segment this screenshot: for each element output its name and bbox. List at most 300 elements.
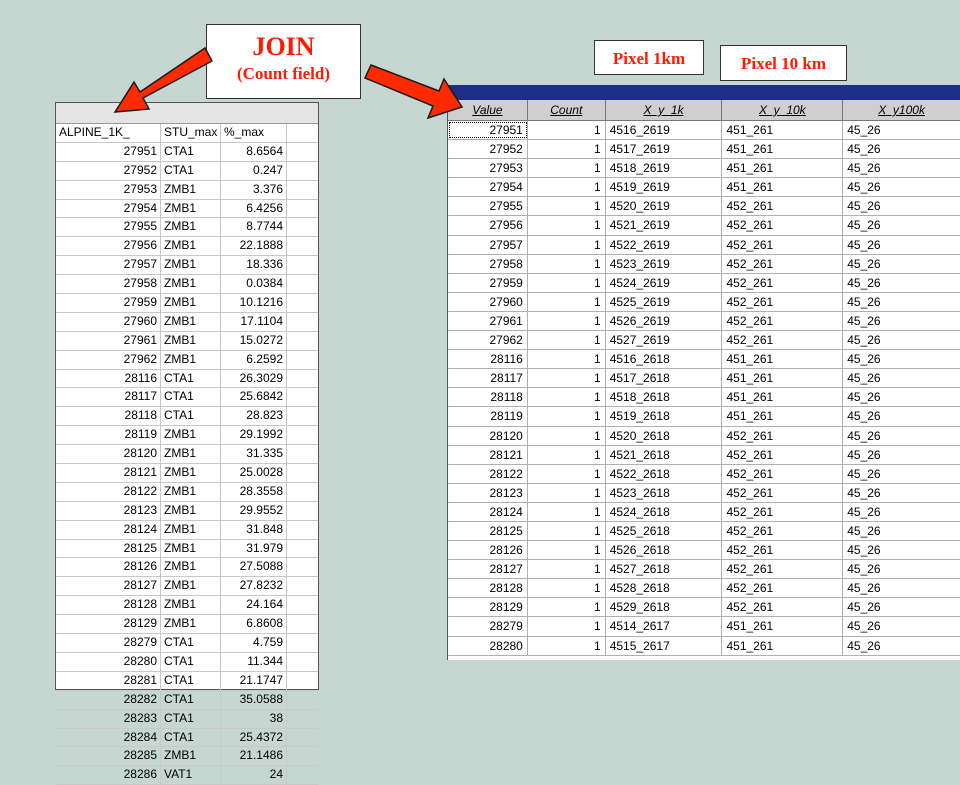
attribute-cell[interactable]: 27952 xyxy=(448,140,528,158)
attribute-cell[interactable]: 45_26 xyxy=(847,428,881,443)
excel-cell[interactable]: 28282 xyxy=(56,691,161,709)
excel-empty-cell[interactable] xyxy=(287,332,318,350)
excel-cell[interactable]: ZMB1 xyxy=(161,540,221,558)
excel-cell[interactable]: 31.979 xyxy=(221,540,287,558)
excel-cell[interactable]: 35.0588 xyxy=(221,691,287,709)
excel-cell[interactable]: ZMB1 xyxy=(161,464,221,482)
attribute-cell[interactable]: 452_261 xyxy=(722,216,843,234)
excel-empty-cell[interactable] xyxy=(287,124,318,142)
attribute-cell[interactable]: 4521_2619 xyxy=(606,216,723,234)
attribute-table-titlebar[interactable] xyxy=(448,85,960,100)
attribute-cell[interactable]: 27959 xyxy=(448,274,528,292)
attribute-cell[interactable]: 452_261 xyxy=(722,541,843,559)
excel-cell[interactable]: 15.0272 xyxy=(221,332,287,350)
attribute-table-row[interactable] xyxy=(448,274,960,293)
excel-header-alpine[interactable]: ALPINE_1K_ xyxy=(56,124,161,142)
excel-cell[interactable]: 28127 xyxy=(56,577,161,595)
attribute-cell[interactable]: 27961 xyxy=(448,312,528,330)
excel-empty-cell[interactable] xyxy=(287,388,318,406)
attribute-cell[interactable]: 1 xyxy=(528,465,606,483)
attribute-cell[interactable]: 28125 xyxy=(448,522,528,540)
attribute-cell[interactable]: 28119 xyxy=(448,407,528,425)
attribute-cell[interactable]: 45_26 xyxy=(847,161,881,176)
attribute-table-row[interactable] xyxy=(448,236,960,255)
excel-cell[interactable]: 28284 xyxy=(56,729,161,747)
attribute-cell[interactable]: 45_26 xyxy=(847,237,881,252)
excel-empty-cell[interactable] xyxy=(287,407,318,425)
attribute-cell[interactable]: 45_26 xyxy=(847,294,881,309)
excel-empty-cell[interactable] xyxy=(287,218,318,236)
excel-cell[interactable]: 27956 xyxy=(56,237,161,255)
excel-empty-cell[interactable] xyxy=(287,653,318,671)
excel-cell[interactable]: 27951 xyxy=(56,143,161,161)
excel-cell[interactable]: 31.848 xyxy=(221,521,287,539)
excel-cell[interactable]: 28118 xyxy=(56,407,161,425)
attribute-cell[interactable]: 1 xyxy=(528,427,606,445)
excel-cell[interactable]: 28121 xyxy=(56,464,161,482)
attribute-cell[interactable]: 28116 xyxy=(448,350,528,368)
excel-cell[interactable]: 27.5088 xyxy=(221,558,287,576)
excel-cell[interactable]: 3.376 xyxy=(221,181,287,199)
excel-cell[interactable]: 28279 xyxy=(56,634,161,652)
excel-cell[interactable]: CTA1 xyxy=(161,162,221,180)
excel-cell[interactable]: 38 xyxy=(221,710,287,728)
attribute-table-row[interactable] xyxy=(448,598,960,617)
excel-cell[interactable]: 28116 xyxy=(56,370,161,388)
excel-empty-cell[interactable] xyxy=(287,634,318,652)
attribute-cell[interactable]: 452_261 xyxy=(722,484,843,502)
excel-cell[interactable]: 28286 xyxy=(56,766,161,784)
attribute-cell[interactable]: 4526_2619 xyxy=(606,312,723,330)
excel-cell[interactable]: 28117 xyxy=(56,388,161,406)
attribute-cell[interactable]: 4528_2618 xyxy=(606,579,723,597)
attribute-cell[interactable]: 1 xyxy=(528,503,606,521)
attribute-cell[interactable]: 452_261 xyxy=(722,579,843,597)
attribute-cell[interactable]: 27951 xyxy=(448,121,528,139)
attribute-cell[interactable]: 451_261 xyxy=(722,369,843,387)
attribute-cell[interactable]: 4525_2618 xyxy=(606,522,723,540)
attribute-cell[interactable]: 4526_2618 xyxy=(606,541,723,559)
excel-empty-cell[interactable] xyxy=(287,294,318,312)
attribute-cell[interactable]: 45_26 xyxy=(847,313,881,328)
excel-cell[interactable]: ZMB1 xyxy=(161,294,221,312)
excel-cell[interactable]: 28283 xyxy=(56,710,161,728)
attribute-cell[interactable]: 45_26 xyxy=(847,352,881,367)
excel-cell[interactable]: 24.164 xyxy=(221,596,287,614)
attribute-cell[interactable]: 27955 xyxy=(448,197,528,215)
attribute-cell[interactable]: 1 xyxy=(528,446,606,464)
attribute-cell[interactable]: 4515_2617 xyxy=(606,637,723,655)
excel-cell[interactable]: 17.1104 xyxy=(221,313,287,331)
attribute-cell[interactable]: 1 xyxy=(528,388,606,406)
attribute-table-row[interactable] xyxy=(448,446,960,465)
attribute-cell[interactable]: 1 xyxy=(528,579,606,597)
excel-empty-cell[interactable] xyxy=(287,426,318,444)
attribute-table-row[interactable] xyxy=(448,369,960,388)
excel-cell[interactable]: ZMB1 xyxy=(161,426,221,444)
excel-cell[interactable]: 27959 xyxy=(56,294,161,312)
attribute-cell[interactable]: 1 xyxy=(528,560,606,578)
excel-cell[interactable]: 27955 xyxy=(56,218,161,236)
attribute-cell[interactable]: 452_261 xyxy=(722,522,843,540)
attribute-table-row[interactable] xyxy=(448,255,960,274)
attribute-cell[interactable]: 45_26 xyxy=(847,199,881,214)
excel-empty-cell[interactable] xyxy=(287,615,318,633)
attribute-table-row[interactable] xyxy=(448,216,960,235)
excel-cell[interactable]: 27957 xyxy=(56,256,161,274)
excel-cell[interactable]: 0.247 xyxy=(221,162,287,180)
excel-empty-cell[interactable] xyxy=(287,445,318,463)
excel-cell[interactable]: 10.1216 xyxy=(221,294,287,312)
excel-cell[interactable]: CTA1 xyxy=(161,653,221,671)
excel-cell[interactable]: 28285 xyxy=(56,747,161,765)
attribute-cell[interactable]: 45_26 xyxy=(847,333,881,348)
attribute-cell[interactable]: 1 xyxy=(528,522,606,540)
excel-cell[interactable]: 8.6564 xyxy=(221,143,287,161)
excel-cell[interactable]: ZMB1 xyxy=(161,577,221,595)
attribute-cell[interactable]: 4514_2617 xyxy=(606,617,723,635)
attribute-cell[interactable]: 451_261 xyxy=(722,617,843,635)
attribute-table-row[interactable] xyxy=(448,140,960,159)
excel-empty-cell[interactable] xyxy=(287,162,318,180)
attribute-cell[interactable]: 28121 xyxy=(448,446,528,464)
excel-cell[interactable]: ZMB1 xyxy=(161,351,221,369)
attribute-cell[interactable]: 4518_2618 xyxy=(606,388,723,406)
attribute-cell[interactable]: 4522_2619 xyxy=(606,236,723,254)
attribute-cell[interactable]: 28120 xyxy=(448,427,528,445)
attribute-table-row[interactable] xyxy=(448,617,960,636)
excel-cell[interactable]: 29.1992 xyxy=(221,426,287,444)
attribute-cell[interactable]: 1 xyxy=(528,178,606,196)
attribute-cell[interactable]: 452_261 xyxy=(722,427,843,445)
header-value[interactable]: Value xyxy=(448,100,528,120)
excel-cell[interactable]: 28124 xyxy=(56,521,161,539)
attribute-cell[interactable]: 27957 xyxy=(448,236,528,254)
excel-cell[interactable]: 27958 xyxy=(56,275,161,293)
excel-cell[interactable]: 28123 xyxy=(56,502,161,520)
excel-cell[interactable]: ZMB1 xyxy=(161,558,221,576)
attribute-cell[interactable]: 1 xyxy=(528,350,606,368)
attribute-cell[interactable]: 4527_2619 xyxy=(606,331,723,349)
excel-cell[interactable]: 25.4372 xyxy=(221,729,287,747)
attribute-cell[interactable]: 45_26 xyxy=(847,600,881,615)
attribute-table-row[interactable] xyxy=(448,197,960,216)
excel-cell[interactable]: 27.8232 xyxy=(221,577,287,595)
attribute-cell[interactable]: 1 xyxy=(528,312,606,330)
attribute-cell[interactable]: 4516_2618 xyxy=(606,350,723,368)
attribute-cell[interactable]: 452_261 xyxy=(722,503,843,521)
excel-cell[interactable]: 28119 xyxy=(56,426,161,444)
excel-empty-cell[interactable] xyxy=(287,502,318,520)
attribute-cell[interactable]: 1 xyxy=(528,255,606,273)
attribute-cell[interactable]: 452_261 xyxy=(722,197,843,215)
excel-cell[interactable]: CTA1 xyxy=(161,710,221,728)
attribute-cell[interactable]: 1 xyxy=(528,331,606,349)
attribute-cell[interactable]: 4519_2619 xyxy=(606,178,723,196)
attribute-cell[interactable]: 4529_2618 xyxy=(606,598,723,616)
attribute-cell[interactable]: 1 xyxy=(528,274,606,292)
attribute-cell[interactable]: 27960 xyxy=(448,293,528,311)
excel-cell[interactable]: ZMB1 xyxy=(161,521,221,539)
attribute-cell[interactable]: 4527_2618 xyxy=(606,560,723,578)
excel-empty-cell[interactable] xyxy=(287,747,318,765)
attribute-cell[interactable]: 28123 xyxy=(448,484,528,502)
excel-cell[interactable]: CTA1 xyxy=(161,729,221,747)
header-x-y-10k[interactable]: X_y_10k xyxy=(722,100,843,120)
attribute-cell[interactable]: 28279 xyxy=(448,617,528,635)
attribute-cell[interactable]: 4520_2618 xyxy=(606,427,723,445)
excel-cell[interactable]: 26.3029 xyxy=(221,370,287,388)
attribute-cell[interactable]: 1 xyxy=(528,637,606,655)
attribute-cell[interactable]: 45_26 xyxy=(847,485,881,500)
excel-empty-cell[interactable] xyxy=(287,577,318,595)
attribute-cell[interactable]: 45_26 xyxy=(847,447,881,462)
excel-cell[interactable]: CTA1 xyxy=(161,691,221,709)
attribute-cell[interactable]: 45_26 xyxy=(847,256,881,271)
attribute-table-row[interactable] xyxy=(448,293,960,312)
excel-cell[interactable]: ZMB1 xyxy=(161,218,221,236)
attribute-cell[interactable]: 452_261 xyxy=(722,465,843,483)
excel-cell[interactable]: ZMB1 xyxy=(161,332,221,350)
excel-cell[interactable]: 21.1747 xyxy=(221,672,287,690)
attribute-cell[interactable]: 28117 xyxy=(448,369,528,387)
attribute-cell[interactable]: 452_261 xyxy=(722,560,843,578)
excel-cell[interactable]: 0.0384 xyxy=(221,275,287,293)
attribute-table-row[interactable] xyxy=(448,484,960,503)
attribute-table-row[interactable] xyxy=(448,541,960,560)
attribute-table-row[interactable] xyxy=(448,522,960,541)
attribute-cell[interactable]: 1 xyxy=(528,598,606,616)
excel-cell[interactable]: ZMB1 xyxy=(161,256,221,274)
attribute-cell[interactable]: 27958 xyxy=(448,255,528,273)
attribute-cell[interactable]: 45_26 xyxy=(847,466,881,481)
excel-cell[interactable]: 27961 xyxy=(56,332,161,350)
excel-empty-cell[interactable] xyxy=(287,313,318,331)
attribute-cell[interactable]: 1 xyxy=(528,197,606,215)
attribute-cell[interactable]: 45_26 xyxy=(847,371,881,386)
attribute-table-row[interactable] xyxy=(448,579,960,598)
attribute-cell[interactable]: 451_261 xyxy=(722,159,843,177)
attribute-cell[interactable]: 451_261 xyxy=(722,121,843,139)
excel-cell[interactable]: ZMB1 xyxy=(161,313,221,331)
attribute-cell[interactable]: 4517_2618 xyxy=(606,369,723,387)
attribute-cell[interactable]: 45_26 xyxy=(847,581,881,596)
excel-cell[interactable]: 27960 xyxy=(56,313,161,331)
attribute-cell[interactable]: 4523_2618 xyxy=(606,484,723,502)
attribute-cell[interactable]: 28129 xyxy=(448,598,528,616)
attribute-cell[interactable]: 45_26 xyxy=(847,275,881,290)
excel-cell[interactable]: ZMB1 xyxy=(161,615,221,633)
excel-cell[interactable]: CTA1 xyxy=(161,407,221,425)
excel-cell[interactable]: 28129 xyxy=(56,615,161,633)
excel-cell[interactable]: CTA1 xyxy=(161,672,221,690)
excel-cell[interactable]: 28126 xyxy=(56,558,161,576)
excel-cell[interactable]: 21.1486 xyxy=(221,747,287,765)
attribute-cell[interactable]: 28127 xyxy=(448,560,528,578)
excel-cell[interactable]: 4.759 xyxy=(221,634,287,652)
attribute-cell[interactable]: 4524_2618 xyxy=(606,503,723,521)
excel-cell[interactable]: CTA1 xyxy=(161,634,221,652)
excel-cell[interactable]: 28281 xyxy=(56,672,161,690)
attribute-table-row[interactable] xyxy=(448,503,960,522)
excel-cell[interactable]: 18.336 xyxy=(221,256,287,274)
excel-cell[interactable]: ZMB1 xyxy=(161,275,221,293)
excel-cell[interactable]: 6.8608 xyxy=(221,615,287,633)
excel-cell[interactable]: ZMB1 xyxy=(161,502,221,520)
excel-empty-cell[interactable] xyxy=(287,143,318,161)
excel-empty-cell[interactable] xyxy=(287,558,318,576)
attribute-table-row[interactable] xyxy=(448,121,960,140)
attribute-cell[interactable]: 4517_2619 xyxy=(606,140,723,158)
excel-cell[interactable]: CTA1 xyxy=(161,388,221,406)
attribute-cell[interactable]: 1 xyxy=(528,216,606,234)
excel-cell[interactable]: 28125 xyxy=(56,540,161,558)
excel-empty-cell[interactable] xyxy=(287,766,318,784)
excel-cell[interactable]: 31.335 xyxy=(221,445,287,463)
header-x-y-100k[interactable]: X_y100k xyxy=(878,103,925,117)
attribute-cell[interactable]: 1 xyxy=(528,236,606,254)
attribute-table-row[interactable] xyxy=(448,427,960,446)
attribute-table-row[interactable] xyxy=(448,331,960,350)
excel-cell[interactable]: ZMB1 xyxy=(161,596,221,614)
attribute-cell[interactable]: 4518_2619 xyxy=(606,159,723,177)
attribute-cell[interactable]: 45_26 xyxy=(847,123,881,137)
excel-header-pct-max[interactable]: %_max xyxy=(221,124,287,142)
attribute-cell[interactable]: 4524_2619 xyxy=(606,274,723,292)
excel-empty-cell[interactable] xyxy=(287,729,318,747)
excel-empty-cell[interactable] xyxy=(287,691,318,709)
attribute-table-row[interactable] xyxy=(448,388,960,407)
attribute-cell[interactable]: 452_261 xyxy=(722,312,843,330)
attribute-cell[interactable]: 45_26 xyxy=(847,390,881,405)
attribute-cell[interactable]: 4516_2619 xyxy=(606,121,723,139)
attribute-cell[interactable]: 45_26 xyxy=(847,523,881,538)
attribute-cell[interactable]: 1 xyxy=(528,293,606,311)
attribute-cell[interactable]: 28128 xyxy=(448,579,528,597)
attribute-cell[interactable]: 4521_2618 xyxy=(606,446,723,464)
attribute-cell[interactable]: 451_261 xyxy=(722,407,843,425)
excel-cell[interactable]: 27962 xyxy=(56,351,161,369)
excel-cell[interactable]: 28128 xyxy=(56,596,161,614)
attribute-cell[interactable]: 45_26 xyxy=(847,409,881,424)
attribute-table-row[interactable] xyxy=(448,465,960,484)
attribute-cell[interactable]: 1 xyxy=(528,159,606,177)
excel-cell[interactable]: 28280 xyxy=(56,653,161,671)
excel-cell[interactable]: VAT1 xyxy=(161,766,221,784)
attribute-cell[interactable]: 28124 xyxy=(448,503,528,521)
attribute-cell[interactable]: 45_26 xyxy=(847,142,881,157)
attribute-table-row[interactable] xyxy=(448,178,960,197)
excel-cell[interactable]: 24 xyxy=(221,766,287,784)
attribute-cell[interactable]: 451_261 xyxy=(722,388,843,406)
excel-cell[interactable]: ZMB1 xyxy=(161,445,221,463)
excel-cell[interactable]: 25.0028 xyxy=(221,464,287,482)
excel-cell[interactable]: 28120 xyxy=(56,445,161,463)
attribute-cell[interactable]: 27962 xyxy=(448,331,528,349)
excel-empty-cell[interactable] xyxy=(287,464,318,482)
attribute-cell[interactable]: 45_26 xyxy=(847,180,881,195)
excel-cell[interactable]: 25.6842 xyxy=(221,388,287,406)
attribute-cell[interactable]: 45_26 xyxy=(847,218,881,233)
attribute-cell[interactable]: 1 xyxy=(528,369,606,387)
excel-cell[interactable]: 28.823 xyxy=(221,407,287,425)
excel-cell[interactable]: 28122 xyxy=(56,483,161,501)
excel-empty-cell[interactable] xyxy=(287,710,318,728)
attribute-cell[interactable]: 452_261 xyxy=(722,331,843,349)
attribute-cell[interactable]: 452_261 xyxy=(722,446,843,464)
attribute-table-row[interactable] xyxy=(448,350,960,369)
attribute-cell[interactable]: 45_26 xyxy=(847,504,881,519)
attribute-table-row[interactable] xyxy=(448,560,960,579)
attribute-cell[interactable]: 1 xyxy=(528,484,606,502)
attribute-table-row[interactable] xyxy=(448,312,960,331)
attribute-cell[interactable]: 4522_2618 xyxy=(606,465,723,483)
attribute-cell[interactable]: 4525_2619 xyxy=(606,293,723,311)
excel-cell[interactable]: 29.9552 xyxy=(221,502,287,520)
excel-empty-cell[interactable] xyxy=(287,200,318,218)
attribute-table-row[interactable] xyxy=(448,159,960,178)
attribute-cell[interactable]: 452_261 xyxy=(722,274,843,292)
excel-empty-cell[interactable] xyxy=(287,181,318,199)
excel-empty-cell[interactable] xyxy=(287,483,318,501)
excel-header-stu-max[interactable]: STU_max xyxy=(161,124,221,142)
excel-cell[interactable]: CTA1 xyxy=(161,370,221,388)
attribute-cell[interactable]: 27954 xyxy=(448,178,528,196)
excel-empty-cell[interactable] xyxy=(287,256,318,274)
attribute-cell[interactable]: 451_261 xyxy=(722,178,843,196)
excel-empty-cell[interactable] xyxy=(287,521,318,539)
header-x-y-1k[interactable]: X_y_1k xyxy=(606,100,723,120)
excel-cell[interactable]: 11.344 xyxy=(221,653,287,671)
excel-empty-cell[interactable] xyxy=(287,672,318,690)
attribute-cell[interactable]: 1 xyxy=(528,407,606,425)
attribute-cell[interactable]: 1 xyxy=(528,617,606,635)
excel-cell[interactable]: 27952 xyxy=(56,162,161,180)
excel-cell[interactable]: 6.2592 xyxy=(221,351,287,369)
attribute-cell[interactable]: 1 xyxy=(528,140,606,158)
excel-empty-cell[interactable] xyxy=(287,540,318,558)
attribute-cell[interactable]: 452_261 xyxy=(722,236,843,254)
attribute-cell[interactable]: 4523_2619 xyxy=(606,255,723,273)
attribute-cell[interactable]: 451_261 xyxy=(722,350,843,368)
excel-cell[interactable]: ZMB1 xyxy=(161,181,221,199)
excel-cell[interactable]: 22.1888 xyxy=(221,237,287,255)
excel-empty-cell[interactable] xyxy=(287,596,318,614)
attribute-table-row[interactable] xyxy=(448,637,960,656)
excel-empty-cell[interactable] xyxy=(287,237,318,255)
attribute-cell[interactable]: 45_26 xyxy=(847,562,881,577)
excel-cell[interactable]: 6.4256 xyxy=(221,200,287,218)
excel-cell[interactable]: ZMB1 xyxy=(161,200,221,218)
attribute-table-row[interactable] xyxy=(448,407,960,426)
attribute-cell[interactable]: 45_26 xyxy=(847,619,881,634)
excel-cell[interactable]: ZMB1 xyxy=(161,237,221,255)
attribute-cell[interactable]: 1 xyxy=(528,541,606,559)
excel-cell[interactable]: ZMB1 xyxy=(161,483,221,501)
attribute-cell[interactable]: 452_261 xyxy=(722,255,843,273)
attribute-cell[interactable]: 452_261 xyxy=(722,598,843,616)
attribute-cell[interactable]: 28280 xyxy=(448,637,528,655)
attribute-cell[interactable]: 45_26 xyxy=(847,543,881,558)
excel-cell[interactable]: 8.7744 xyxy=(221,218,287,236)
header-count[interactable]: Count xyxy=(528,100,606,120)
attribute-cell[interactable]: 451_261 xyxy=(722,637,843,655)
attribute-cell[interactable]: 28126 xyxy=(448,541,528,559)
excel-cell[interactable]: ZMB1 xyxy=(161,747,221,765)
attribute-cell[interactable]: 4520_2619 xyxy=(606,197,723,215)
attribute-cell[interactable]: 452_261 xyxy=(722,293,843,311)
attribute-cell[interactable]: 28118 xyxy=(448,388,528,406)
